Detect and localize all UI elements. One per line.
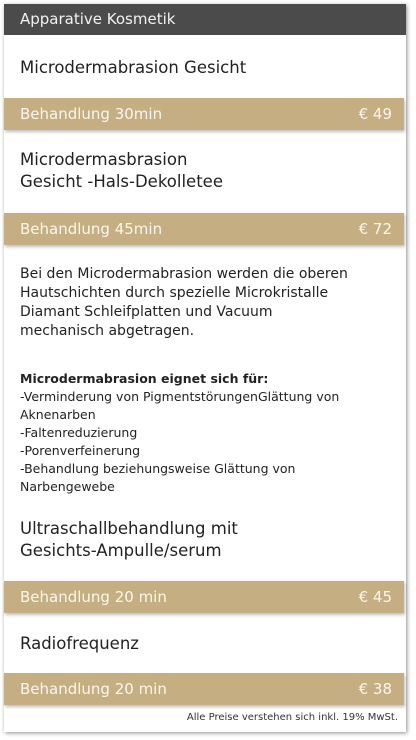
description-line: mechanisch abgetragen. xyxy=(20,323,195,339)
list-item: -Verminderung von PigmentstörungenGlättung von xyxy=(20,389,340,404)
description-paragraph xyxy=(20,265,390,341)
treatment-title-line: Microdermasbrasion xyxy=(20,150,188,169)
treatment-price: € 45 xyxy=(358,588,392,606)
list-item: -Porenverfeinerung xyxy=(20,443,141,458)
description-line: Bei den Microdermabrasion werden die oberen xyxy=(20,266,348,282)
list-item: Narbengewebe xyxy=(20,479,115,494)
treatment-duration: Behandlung 20 min xyxy=(20,588,167,606)
treatment-price: € 38 xyxy=(358,680,392,698)
treatment-duration: Behandlung 30min xyxy=(20,105,163,123)
treatment-duration: Behandlung 45min xyxy=(20,220,163,238)
treatment-title: Microdermabrasion Gesicht xyxy=(20,58,247,77)
treatment-title xyxy=(20,149,223,193)
treatment-duration: Behandlung 20 min xyxy=(20,680,167,698)
treatment-title-line: Gesichts-Ampulle/serum xyxy=(20,541,222,560)
suitability-heading: Microdermabrasion eignet sich für: xyxy=(20,371,269,386)
suitability-list xyxy=(20,388,390,496)
treatment-title-line: Ultraschallbehandlung mit xyxy=(20,519,238,538)
treatment-title xyxy=(20,518,238,562)
price-bar xyxy=(4,673,404,705)
description-line: Diamant Schleifplatten und Vacuum xyxy=(20,304,273,320)
list-item: -Behandlung beziehungsweise Glättung von xyxy=(20,461,296,476)
treatment-price: € 49 xyxy=(358,105,392,123)
list-item: Aknenarben xyxy=(20,407,96,422)
description-line: Hautschichten durch spezielle Microkristalle xyxy=(20,285,329,301)
price-bar xyxy=(4,213,404,245)
section-header xyxy=(4,4,406,35)
list-item: -Faltenreduzierung xyxy=(20,425,138,440)
treatment-price: € 72 xyxy=(358,220,392,238)
header-title: Apparative Kosmetik xyxy=(20,10,176,28)
suitability-block xyxy=(20,370,390,496)
treatment-title-line: Gesicht -Hals-Dekolletee xyxy=(20,172,223,191)
treatment-title: Radiofrequenz xyxy=(20,634,139,653)
price-bar xyxy=(4,581,404,613)
price-bar xyxy=(4,98,404,130)
vat-footnote: Alle Preise verstehen sich inkl. 19% MwSt. xyxy=(186,712,398,723)
